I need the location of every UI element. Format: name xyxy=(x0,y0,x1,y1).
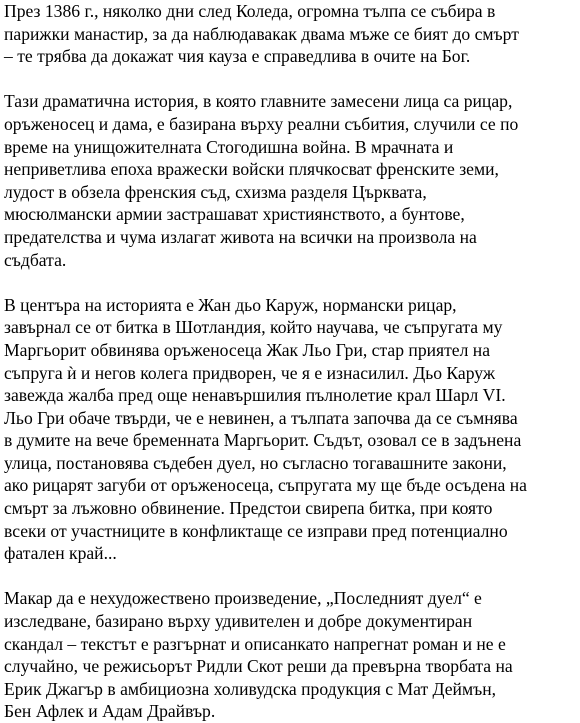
document-body xyxy=(4,0,578,723)
paragraph-book-adaptation: Макар да е нехудожествено произведение, „Последният дуел“ е изследване, базирано върху удивителен и добре документиран скандал – текстът е разгърнат и описанкато напрегнат роман и не е случайно, че режисьорът Ридли Скот реши да превърна творбата на Ерик Джагър в амбициозна холивудска продукция с Мат Деймън, Бен Афлек и Адам Драйвър. xyxy=(4,588,513,722)
paragraph-intro: През 1386 г., няколко дни след Коледа, огромна тълпа се събира в парижки манастир, за да наблюдавакак двама мъже се бият до смърт – те трябва да докажат чия кауза е справедлива в очите на Бог. xyxy=(4,1,519,67)
paragraph-plot-summary: В центъра на историята е Жан дьо Каруж, нормански рицар, завърнал се от битка в Шотландия, който научава, че съпругата му Маргьорит обвинява оръженосеца Жак Льо Гри, стар приятел на съпруга ѝ и негов колега придворен, че я е изнасилил. Дьо Каруж завежда жалба пред още ненавършилия пълнолетие крал Шарл VI. Льо Гри обаче твърди, че е невинен, а тълпата започва да се съмнява в думите на вече бременната Маргьорит. Съдът, озовал се в задънена улица, постановява съдебен дуел, но съгласно тогавашните закони, ако рицарят загуби от оръженосеца, съпругата му ще бъде осъдена на смърт за лъжовно обвинение. Предстои свирепа битка, при която всеки от участниците в конфликтаще се изправи пред потенциално фатален край... xyxy=(4,294,527,564)
paragraph-historical-context: Тази драматична история, в която главните замесени лица са рицар, оръженосец и дама, е базирана върху реални събития, случили се по време на унищожителната Стогодишна война. В мрачната и неприветлива епоха вражески войски плячкосват френските земи, лудост в обзела френския съд, схизма разделя Църквата, мюсюлмански армии застрашават християнството, а бунтове, предателства и чума излагат живота на всички на произвола на съдбата. xyxy=(4,91,519,270)
